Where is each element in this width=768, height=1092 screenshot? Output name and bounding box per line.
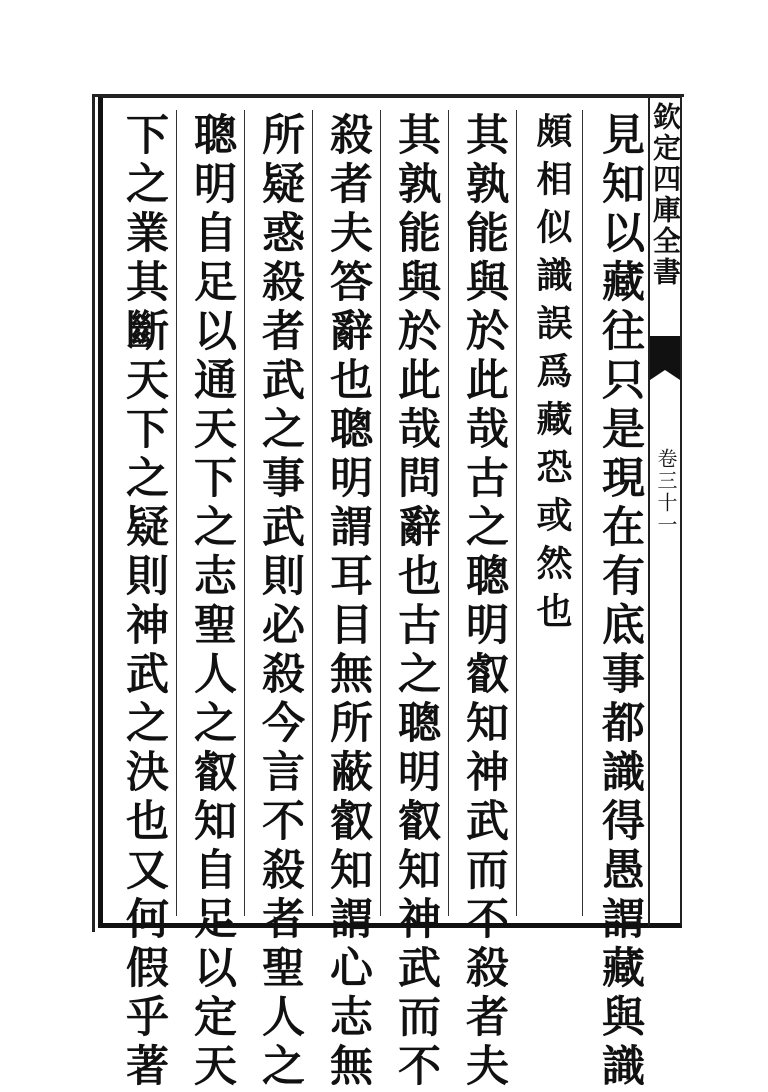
text-column-7: 聰明自足以通天下之志聖人之叡知自足以定天	[187, 112, 237, 1092]
column-rule	[582, 110, 583, 916]
page-top-rule	[92, 94, 684, 97]
column-rule	[244, 110, 245, 916]
text-column-8: 下之業其斷天下之疑則神武之決也又何假乎著	[119, 112, 169, 1092]
column-rule	[380, 110, 381, 916]
text-column-1: 見知以藏往只是現在有底事都識得愚謂藏與識	[595, 112, 645, 1092]
column-rule	[176, 110, 177, 916]
text-column-2: 頗相似識誤爲藏恐或然也	[531, 112, 573, 640]
text-column-4: 其孰能與於此哉問辭也古之聰明叡知神武而不	[391, 112, 441, 1092]
book-title: 欽定四庫全書	[649, 102, 682, 288]
text-column-3: 其孰能與於此哉古之聰明叡知神武而不殺者夫	[459, 112, 509, 1092]
column-rule	[516, 110, 517, 916]
column-rule	[312, 110, 313, 916]
text-column-5: 殺者夫答辭也聰明謂耳目無所蔽叡知謂心志無	[323, 112, 373, 1092]
juan-label: 卷三十一	[654, 448, 678, 536]
page-left-rule	[92, 94, 95, 932]
fish-tail-mark	[650, 336, 680, 370]
column-rule	[448, 110, 449, 916]
text-column-6: 所疑惑殺者武之事武則必殺今言不殺者聖人之	[255, 112, 305, 1092]
